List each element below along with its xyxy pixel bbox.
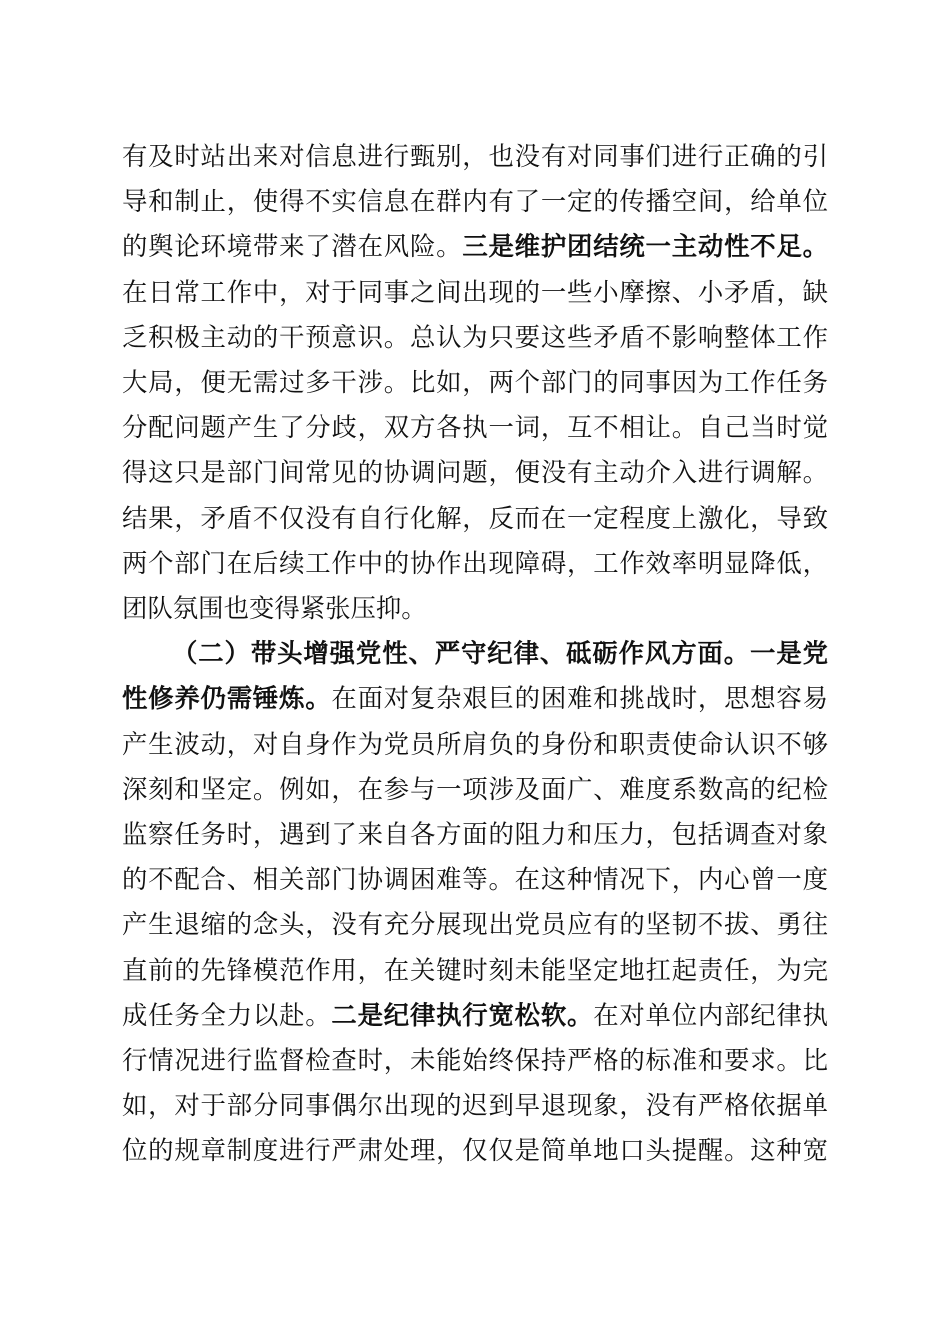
text-segment: 产生波动，对自身作为党员所肩负的身份和职责使命认识不够 (122, 728, 828, 759)
text-line (122, 1128, 828, 1172)
text-segment: 深刻和坚定。例如，在参与一项涉及面广、难度系数高的纪检 (122, 773, 828, 804)
text-line (122, 1038, 828, 1082)
text-line (122, 586, 828, 630)
text-segment: 结果，矛盾不仅没有自行化解，反而在一定程度上激化，导致 (122, 502, 828, 533)
text-segment: 在日常工作中，对于同事之间出现的一些小摩擦、小矛盾，缺 (122, 276, 828, 307)
text-line (122, 179, 828, 223)
text-line (122, 541, 828, 585)
text-line (122, 270, 828, 314)
text-segment: 团队氛围也变得紧张压抑。 (122, 593, 427, 623)
text-segment: 成任务全力以赴。 (122, 999, 332, 1030)
text-line (122, 857, 828, 901)
text-line (122, 993, 828, 1037)
text-segment: 产生退缩的念头，没有充分展现出党员应有的坚韧不拔、勇往 (122, 909, 828, 940)
text-segment: 行情况进行监督检查时，未能始终保持严格的标准和要求。比 (122, 1045, 828, 1075)
text-segment: 两个部门在后续工作中的协作出现障碍，工作效率明显降低， (122, 547, 828, 578)
text-segment: 如，对于部分同事偶尔出现的迟到早退现象，没有严格依据单 (122, 1090, 828, 1121)
text-segment: 直前的先锋模范作用，在关键时刻未能坚定地扛起责任，为完 (122, 954, 828, 985)
text-line (122, 496, 828, 540)
text-line (122, 676, 828, 720)
bold-heading-text: 二是纪律执行宽松软。 (331, 999, 594, 1030)
text-line (122, 722, 828, 766)
text-line (122, 948, 828, 992)
text-segment: 有及时站出来对信息进行甄别，也没有对同事们进行正确的引 (122, 141, 828, 171)
text-line (122, 315, 828, 359)
text-line (122, 134, 828, 178)
text-line (122, 360, 828, 404)
text-line (122, 1083, 828, 1127)
text-segment: 的舆论环境带来了潜在风险。 (122, 231, 463, 262)
text-segment: 在面对复杂艰巨的困难和挑战时，思想容易 (331, 683, 828, 714)
bold-heading-text: 性修养仍需锤炼。 (122, 683, 332, 714)
text-line (122, 450, 828, 494)
text-segment: 大局，便无需过多干涉。比如，两个部门的同事因为工作任务 (122, 367, 828, 397)
text-segment: 的不配合、相关部门协调困难等。在这种情况下，内心曾一度 (122, 864, 828, 895)
text-line (122, 224, 828, 268)
text-line (122, 812, 828, 856)
text-segment: 位的规章制度进行严肃处理，仅仅是简单地口头提醒。这种宽 (122, 1135, 828, 1166)
text-line (122, 767, 828, 811)
text-line (172, 631, 828, 675)
bold-heading-text: （二）带头增强党性、严守纪律、砥砺作风方面。一是党 (172, 638, 828, 669)
text-segment: 分配问题产生了分歧，双方各执一词，互不相让。自己当时觉 (122, 412, 828, 443)
text-segment: 导和制止，使得不实信息在群内有了一定的传播空间，给单位 (122, 186, 828, 217)
text-line (122, 405, 828, 449)
text-segment: 监察任务时，遇到了来自各方面的阻力和压力，包括调查对象 (122, 819, 828, 849)
text-segment: 得这只是部门间常见的协调问题，便没有主动介入进行调解。 (122, 457, 828, 488)
text-line (122, 902, 828, 946)
bold-heading-text: 三是维护团结统一主动性不足。 (462, 231, 828, 262)
text-segment: 在对单位内部纪律执 (593, 999, 828, 1030)
text-segment: 乏积极主动的干预意识。总认为只要这些矛盾不影响整体工作 (122, 321, 828, 352)
